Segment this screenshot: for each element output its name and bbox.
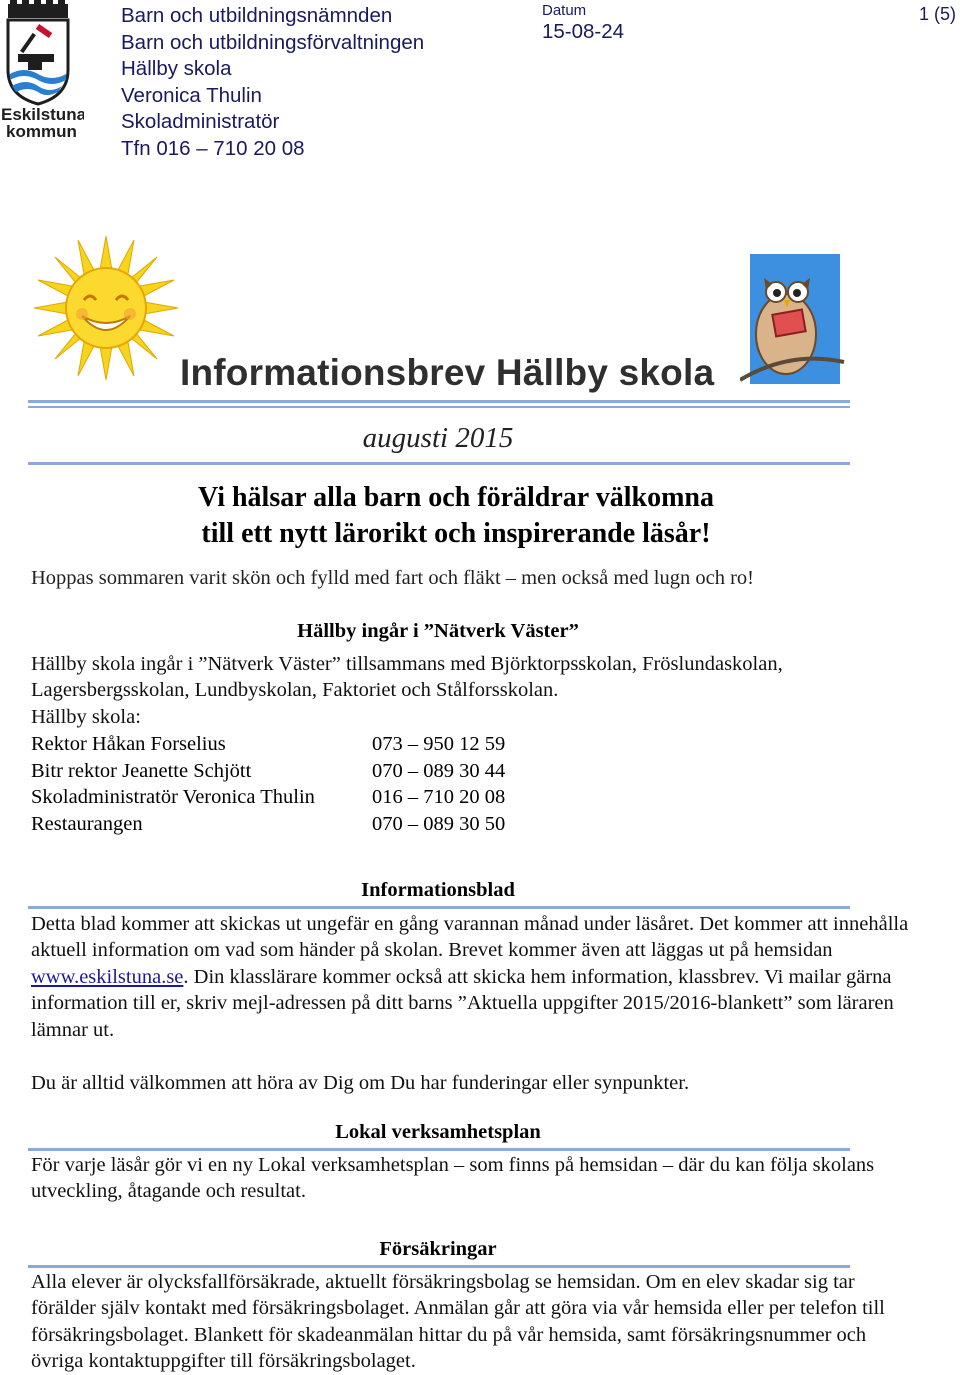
welcome-line-2: till ett nytt lärorikt och inspirerande läsår! <box>201 518 711 549</box>
sun-illustration <box>32 234 180 382</box>
contact-phone: 073 – 950 12 59 <box>372 733 506 755</box>
reading-owl-icon <box>740 250 848 390</box>
natverk-text: Hällby skola ingår i ”Nätverk Väster” tillsammans med Björktorpsskolan, Fröslundaskolan, Lagersbergsskolan, Lundbyskolan, Faktoriet och Stålforsskolan. <box>31 653 783 702</box>
logo-text-kommun: kommun <box>6 122 77 140</box>
page-number: 1 (5) <box>918 4 956 24</box>
sender-line: Skoladministratör <box>121 110 280 133</box>
contact-phone: 070 – 089 30 50 <box>372 812 506 835</box>
contact-row <box>31 731 505 758</box>
contact-role: Restaurangen <box>31 812 143 835</box>
contact-phone: 016 – 710 20 08 <box>372 786 506 809</box>
sender-line: Veronica Thulin <box>121 83 262 107</box>
informationsblad-divider <box>28 906 850 909</box>
closing-text: Du är alltid välkommen att höra av Dig om Du har funderingar eller synpunkter. <box>31 1072 690 1094</box>
logo-text-eskilstuna: Eskilstuna <box>1 105 84 124</box>
welcome-message <box>0 480 912 552</box>
contact-role: Bitr rektor Jeanette Schjött <box>31 759 252 782</box>
sender-line: Hällby skola <box>121 57 232 80</box>
website-link[interactable]: www.eskilstuna.se <box>31 965 184 988</box>
page-subtitle: augusti 2015 <box>362 422 514 454</box>
contact-role: Rektor Håkan Forselius <box>31 733 226 755</box>
date-value: 15-08-24 <box>542 20 625 43</box>
owl-illustration <box>740 250 848 390</box>
page-title: Informationsbrev Hällby skola <box>180 352 715 393</box>
sender-block <box>121 3 424 162</box>
eskilstuna-logo <box>0 0 84 140</box>
title-divider <box>28 400 850 403</box>
sender-line: Barn och utbildningsförvaltningen <box>121 30 425 54</box>
sender-line: Tfn 016 – 710 20 08 <box>121 136 305 160</box>
title-divider-thin <box>28 406 850 408</box>
informationsblad-heading: Informationsblad <box>361 879 515 901</box>
contact-row <box>31 784 505 811</box>
contact-row <box>31 811 505 838</box>
subtitle-divider <box>28 462 850 465</box>
contact-list <box>31 731 505 837</box>
verksamhetsplan-divider <box>28 1148 850 1151</box>
informationsblad-text-start: Detta blad kommer att skickas ut ungefär en gång varannan månad under läsåret. Det kommer att innehålla aktuell information om vad som händer på skolan. Brevet kommer även att läggas ut på hemsidan <box>31 913 909 962</box>
contact-role: Skoladministratör Veronica Thulin <box>31 786 315 809</box>
contact-phone: 070 – 089 30 44 <box>372 759 506 782</box>
verksamhetsplan-text: För varje läsår gör vi en ny Lokal verksamhetsplan – som finns på hemsidan – där du kan följa skolans utveckling, åtagande och resultat. <box>31 1154 875 1203</box>
summer-greeting: Hoppas sommaren varit skön och fylld med fart och fläkt – men också med lugn och ro! <box>31 567 755 589</box>
forsakringar-text: Alla elever är olycksfallförsäkrade, aktuellt försäkringsbolag se hemsidan. Om en elev skadar sig tar förälder själv kontakt med försäkringsbolaget. Anmälan går att göra via vår hemsida eller per telefon till försäkringsbolaget. Blankett för skadeanmälan hittar du på vår hemsida, samt försäkringsnummer och övriga kontaktuppgifter till försäkringsbolaget. <box>31 1271 885 1373</box>
informationsblad-text <box>31 911 911 1043</box>
natverk-heading: Hällby ingår i ”Nätverk Väster” <box>297 620 579 642</box>
verksamhetsplan-heading: Lokal verksamhetsplan <box>335 1121 541 1143</box>
school-label: Hällby skola: <box>31 706 141 728</box>
forsakringar-heading: Försäkringar <box>379 1238 497 1260</box>
forsakringar-divider <box>28 1265 850 1268</box>
welcome-line-1: Vi hälsar alla barn och föräldrar välkomna <box>198 482 714 513</box>
contact-row <box>31 758 505 785</box>
smiling-sun-icon <box>32 234 180 382</box>
eskilstuna-coat-of-arms-icon <box>0 0 84 140</box>
informationsblad-text-end: . Din klasslärare kommer också att skicka hem information, klassbrev. Vi mailar gärna information till er, skriv mejl-adressen på ditt barns ”Aktuella uppgifter 2015/2016-blankett” som läraren lämnar ut. <box>31 965 894 1041</box>
date-label: Datum <box>542 2 587 19</box>
sender-line: Barn och utbildningsnämnden <box>121 4 393 27</box>
